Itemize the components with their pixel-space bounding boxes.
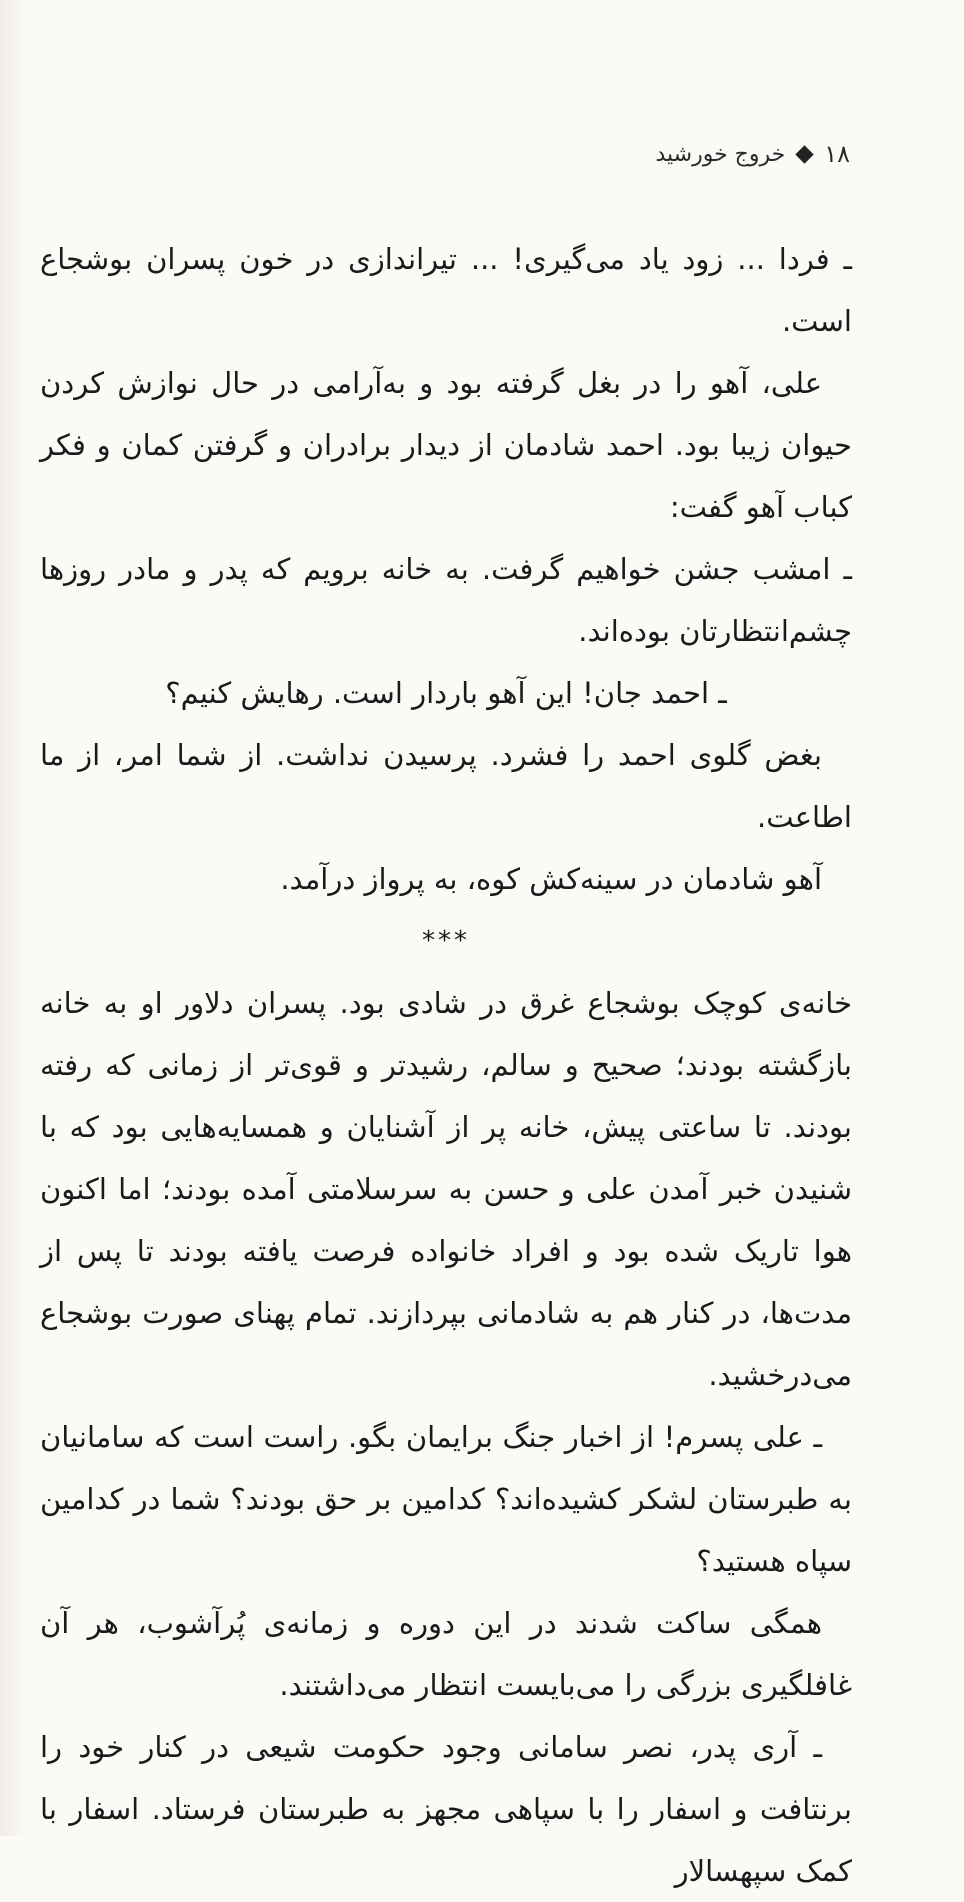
page-edge-shadow (0, 0, 28, 1836)
narrative-paragraph: خانه‌ی کوچک بوشجاع غرق در شادی بود. پسران دلاور او به خانه بازگشته بودند؛ صحیح و سالم، رشیدتر و قوی‌تر از زمانی که رفته بودند. تا ساعتی پیش، خانه پر از آشنایان و همسایه‌هایی بود که با شنیدن خبر آمدن علی و حسن به سرسلامتی آمده بودند؛ اما اکنون هوا تاریک شده بود و افراد خانواده فرصت یافته بودند تا پس از مدت‌ها، در کنار هم به شادمانی بپردازند. تمام پهنای صورت بوشجاع می‌درخشید. (40, 986, 852, 1392)
page-body (40, 228, 852, 1902)
dialogue-paragraph: ـ علی پسرم! از اخبار جنگ برایمان بگو. راست است که سامانیان به طبرستان لشکر کشیده‌اند؟ کدامین بر حق بودند؟ شما در کدامین سپاه هستید؟ (40, 1420, 852, 1578)
dialogue-paragraph: ـ احمد جان! این آهو باردار است. رهایش کنیم؟ (165, 676, 727, 710)
narrative-paragraph: همگی ساکت شدند در این دوره و زمانه‌ی پُرآشوب، هر آن غافلگیری بزرگی را می‌بایست انتظار می‌داشتند. (40, 1606, 852, 1702)
running-header (655, 140, 850, 168)
book-title: خروج خورشید (655, 141, 786, 167)
section-separator: *** (422, 926, 470, 956)
dialogue-paragraph: ـ امشب جشن خواهیم گرفت. به خانه برویم که پدر و مادر روزها چشم‌انتظارتان بوده‌اند. (40, 552, 852, 648)
narrative-paragraph: علی، آهو را در بغل گرفته بود و به‌آرامی در حال نوازش کردن حیوان زیبا بود. احمد شادمان از دیدار برادران و گرفتن کمان و فکر کباب آهو گفت: (40, 366, 852, 524)
narrative-paragraph: بغض گلوی احمد را فشرد. پرسیدن نداشت. از شما امر، از ما اطاعت. (40, 738, 852, 834)
narrative-paragraph: آهو شادمان در سینه‌کش کوه، به پرواز درآمد. (280, 862, 822, 896)
dialogue-paragraph: ـ آری پدر، نصر سامانی وجود حکومت شیعی در کنار خود را برنتافت و اسفار را با سپاهی مجهز به طبرستان فرستاد. اسفار با کمک سپهسالار (40, 1730, 852, 1888)
diamond-icon (796, 145, 814, 163)
dialogue-paragraph: ـ فردا ... زود یاد می‌گیری! ... تیراندازی در خون پسران بوشجاع است. (40, 242, 852, 338)
page-number: ۱۸ (824, 140, 850, 168)
